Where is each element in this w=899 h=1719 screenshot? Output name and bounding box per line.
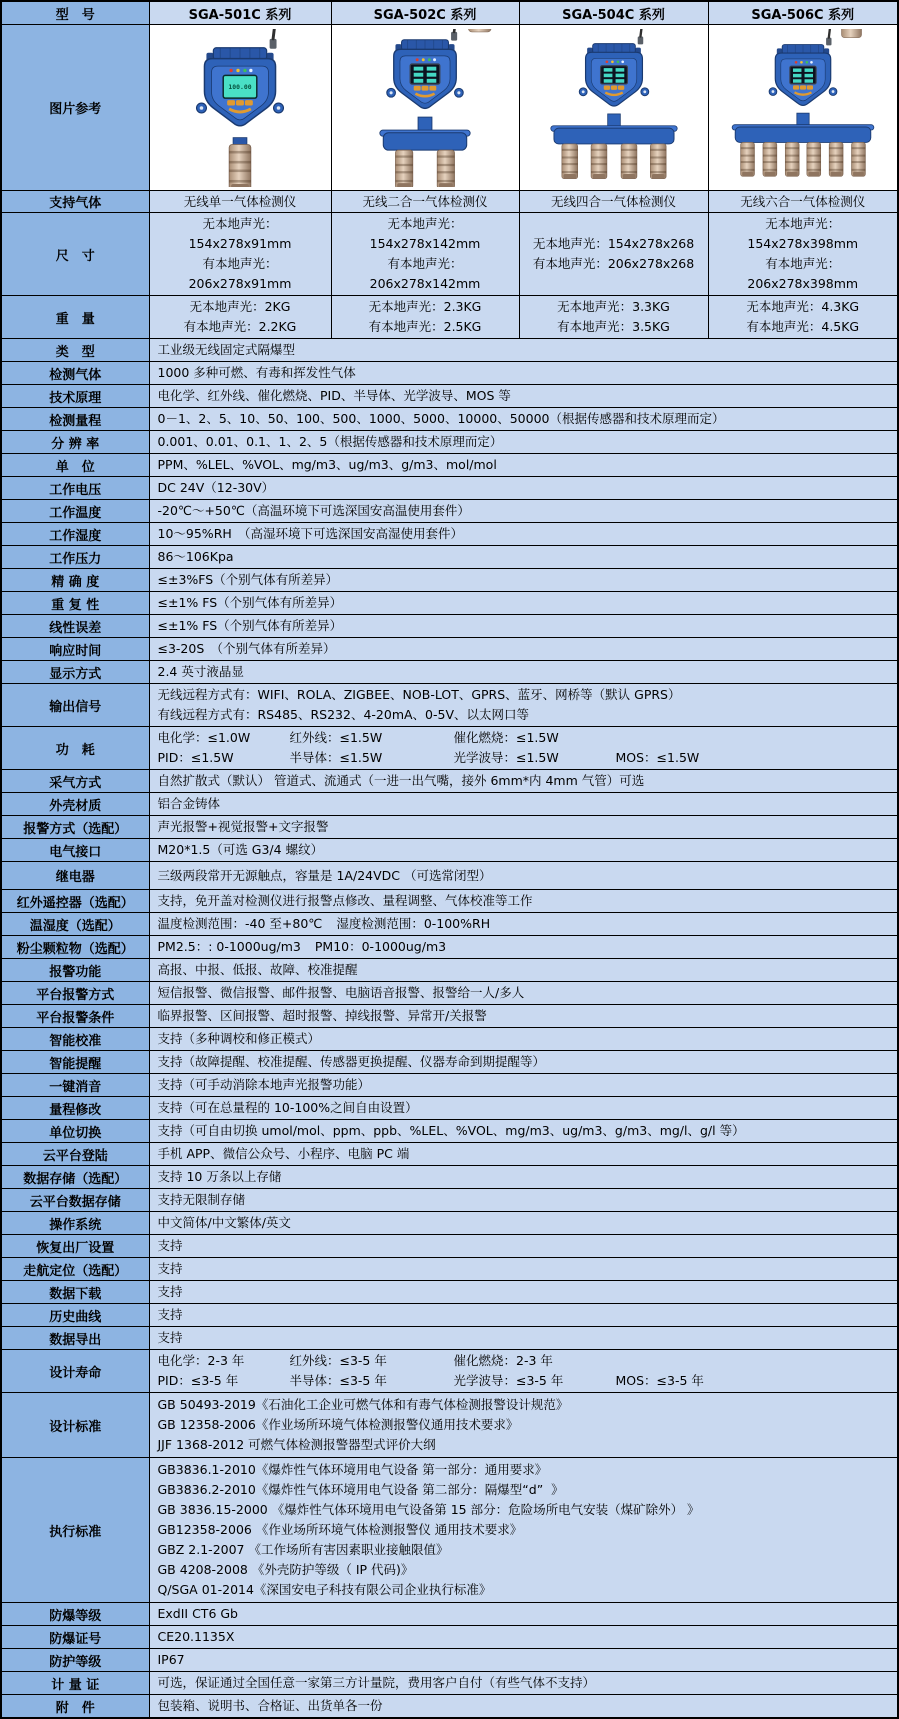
supported-gas-row (1, 191, 898, 213)
spec-row (1, 1393, 898, 1458)
spec-row (1, 431, 898, 454)
spec-value-line: Q/SGA 01-2014《深国安电子科技有限公司企业执行标准》 (157, 1582, 492, 1597)
spec-row-value (149, 362, 898, 385)
spec-row-label: 响应时间 (1, 638, 149, 661)
spec-value-line: ≤3-20S （个别气体有所差异） (157, 641, 336, 656)
spec-row (1, 661, 898, 684)
weight-no-alarm: 无本地声光：4.3KG (746, 299, 860, 314)
spec-row (1, 890, 898, 913)
spec-value-segment: 温度检测范围：-40 至+80℃ (157, 916, 323, 931)
spec-value-line: 支持（可自由切换 umol/mol、ppm、ppb、%LEL、%VOL、mg/m3、ug/m3、g/m3、mg/l、g/l 等） (157, 1123, 745, 1138)
spec-row (1, 959, 898, 982)
spec-row-value (149, 1120, 898, 1143)
spec-row (1, 1672, 898, 1695)
spec-value-line: 支持（可在总量程的 10-100%之间自由设置） (157, 1100, 418, 1115)
spec-value-segment: PID：≤1.5W (157, 750, 234, 765)
spec-row (1, 1649, 898, 1672)
weight-with-alarm: 有本地声光：2.2KG (183, 319, 297, 334)
spec-row-label: 防爆等级 (1, 1603, 149, 1626)
weight-sga-501c (149, 296, 331, 339)
spec-row (1, 408, 898, 431)
product-image-sga-504c (519, 25, 708, 191)
spec-row-value (149, 1626, 898, 1649)
spec-row-label: 一键消音 (1, 1074, 149, 1097)
weight-label: 重 量 (1, 296, 149, 339)
spec-value-segment: 催化燃烧：≤1.5W (453, 730, 559, 745)
spec-value-line: GBZ 2.1-2007 《工作场所有害因素职业接触限值》 (157, 1542, 449, 1557)
spec-row-value (149, 523, 898, 546)
spec-row-label: 设计标准 (1, 1393, 149, 1458)
spec-row (1, 1281, 898, 1304)
spec-value-line: 有线远程方式有：RS485、RS232、4-20mA、0-5V、以太网口等 (157, 707, 530, 722)
spec-row-value (149, 477, 898, 500)
spec-row-value (149, 1304, 898, 1327)
spec-value-line: 0.001、0.01、0.1、1、2、5（根据传感器和技术原理而定） (157, 434, 503, 449)
spec-value-line: GB3836.2-2010《爆炸性气体环境用电气设备 第二部分：隔爆型“d” 》 (157, 1482, 564, 1497)
spec-value-line: JJF 1368-2012 可燃气体检测报警器型式评价大纲 (157, 1437, 436, 1452)
spec-value-line: 支持 10 万条以上存储 (157, 1169, 282, 1184)
spec-row-value (149, 862, 898, 890)
spec-row-value (149, 959, 898, 982)
spec-value-segment: 催化燃烧：2-3 年 (453, 1353, 553, 1368)
size-sga-502c (331, 213, 519, 296)
spec-value-line: 支持 (157, 1238, 183, 1253)
spec-value-line: 支持 (157, 1307, 183, 1322)
spec-row (1, 1458, 898, 1603)
spec-row (1, 1028, 898, 1051)
spec-value-line (158, 1371, 892, 1391)
spec-row-value (149, 1695, 898, 1719)
spec-row-label: 智能提醒 (1, 1051, 149, 1074)
size-no-alarm: 无本地声光：154x278x91mm (188, 216, 292, 251)
spec-row (1, 982, 898, 1005)
spec-row (1, 1189, 898, 1212)
spec-value-segment: MOS：≤1.5W (615, 750, 700, 765)
spec-row-label: 重 复 性 (1, 592, 149, 615)
spec-value-segment: 红外线：≤3-5 年 (289, 1353, 387, 1368)
spec-row (1, 1120, 898, 1143)
spec-value-line: GB 4208-2008 《外壳防护等级（ IP 代码)》 (157, 1562, 414, 1577)
spec-row-label: 检测气体 (1, 362, 149, 385)
image-row-label: 图片参考 (1, 25, 149, 191)
spec-value-segment: 电化学：≤1.0W (157, 730, 251, 745)
spec-row-label: 红外遥控器（选配） (1, 890, 149, 913)
spec-row-value (149, 1458, 898, 1603)
spec-value-line: ExdII CT6 Gb (157, 1606, 238, 1621)
spec-row-label: 输出信号 (1, 684, 149, 727)
supported-gas-sga-504c: 无线四合一气体检测仪 (519, 191, 708, 213)
spec-row (1, 1143, 898, 1166)
spec-row (1, 362, 898, 385)
spec-row-label: 智能校准 (1, 1028, 149, 1051)
spec-row (1, 1327, 898, 1350)
spec-row-label: 数据导出 (1, 1327, 149, 1350)
spec-row (1, 839, 898, 862)
spec-row-label: 功 耗 (1, 727, 149, 770)
spec-value-line: 铝合金铸体 (157, 796, 221, 811)
spec-value-line: IP67 (157, 1652, 185, 1667)
size-sga-504c (519, 213, 708, 296)
spec-row-label: 线性误差 (1, 615, 149, 638)
spec-row-value (149, 1258, 898, 1281)
spec-row-label: 工作温度 (1, 500, 149, 523)
spec-row-value (149, 615, 898, 638)
weight-with-alarm: 有本地声光：4.5KG (746, 319, 860, 334)
spec-row-label: 云平台登陆 (1, 1143, 149, 1166)
spec-row (1, 1350, 898, 1393)
spec-value-line: GB 12358-2006《作业场所环境气体检测报警仪通用技术要求》 (157, 1417, 519, 1432)
spec-row-label: 分 辨 率 (1, 431, 149, 454)
spec-row-value (149, 1143, 898, 1166)
supported-gas-sga-506c: 无线六合一气体检测仪 (708, 191, 898, 213)
spec-value-line: 支持（可手动消除本地声光报警功能） (157, 1077, 371, 1092)
gas-detector-illustration (150, 29, 330, 187)
spec-row (1, 936, 898, 959)
spec-row-label: 粉尘颗粒物（选配） (1, 936, 149, 959)
spec-row (1, 1235, 898, 1258)
spec-row-value (149, 500, 898, 523)
spec-row-label: 附 件 (1, 1695, 149, 1719)
product-image-sga-501c (149, 25, 331, 191)
gas-detector-icon (332, 29, 519, 187)
spec-value-line: 自然扩散式（默认） 管道式、流通式（一进一出气嘴，接外 6mm*内 4mm 气管）可选 (157, 773, 645, 788)
model-header-sga-501c: SGA-501C 系列 (149, 1, 331, 25)
spec-row-value (149, 1212, 898, 1235)
spec-value-line: CE20.1135X (157, 1629, 235, 1644)
spec-value-line: 支持 (157, 1330, 183, 1345)
spec-row (1, 1212, 898, 1235)
spec-value-line: 工业级无线固定式隔爆型 (157, 342, 296, 357)
spec-row (1, 1258, 898, 1281)
spec-row (1, 1005, 898, 1028)
spec-value-line: 可选，保证通过全国任意一家第三方计量院，费用客户自付（有些气体不支持） (157, 1675, 596, 1690)
spec-row-value (149, 1074, 898, 1097)
spec-row (1, 339, 898, 362)
spec-value-line: 支持（多种调校和修正模式） (157, 1031, 321, 1046)
spec-row (1, 1304, 898, 1327)
spec-value-line: 支持，免开盖对检测仪进行报警点修改、量程调整、气体校准等工作 (157, 893, 533, 908)
spec-row (1, 684, 898, 727)
spec-value-line: 电化学、红外线、催化燃烧、PID、半导体、光学波导、MOS 等 (157, 388, 511, 403)
spec-row-value (149, 385, 898, 408)
model-header-sga-502c: SGA-502C 系列 (331, 1, 519, 25)
spec-row-label: 电气接口 (1, 839, 149, 862)
spec-row (1, 1166, 898, 1189)
spec-value-segment: MOS：≤3-5 年 (615, 1373, 704, 1388)
spec-row-value (149, 770, 898, 793)
spec-row (1, 1074, 898, 1097)
supported-gas-label: 支持气体 (1, 191, 149, 213)
spec-value-line: 三级两段常开无源触点，容量是 1A/24VDC （可选常闭型） (157, 867, 492, 883)
model-header-label: 型 号 (1, 1, 149, 25)
spec-row (1, 569, 898, 592)
spec-value-line: 支持 (157, 1261, 183, 1276)
spec-row-value (149, 1028, 898, 1051)
spec-value-line: 临界报警、区间报警、超时报警、掉线报警、异常开/关报警 (157, 1008, 487, 1023)
weight-row (1, 296, 898, 339)
spec-value-line: 0－1、2、5、10、50、100、500、1000、5000、10000、50000（根据传感器和技术原理而定） (157, 411, 725, 426)
spec-row-value (149, 1603, 898, 1626)
spec-value-segment: PID：≤3-5 年 (157, 1373, 239, 1388)
size-with-alarm: 有本地声光：206x278x398mm (747, 256, 859, 291)
spec-row-value (149, 684, 898, 727)
spec-row-value (149, 1005, 898, 1028)
spec-value-line: 手机 APP、微信公众号、小程序、电脑 PC 端 (157, 1146, 410, 1161)
spec-row-label: 工作电压 (1, 477, 149, 500)
spec-row-value (149, 1350, 898, 1393)
spec-row-label: 云平台数据存储 (1, 1189, 149, 1212)
spec-row-label: 平台报警条件 (1, 1005, 149, 1028)
spec-row-label: 检测量程 (1, 408, 149, 431)
spec-value-line: 短信报警、微信报警、邮件报警、电脑语音报警、报警给一人/多人 (157, 985, 525, 1000)
spec-value-line: 无线远程方式有：WIFI、ROLA、ZIGBEE、NOB-LOT、GPRS、蓝牙、网桥等（默认 GPRS） (157, 687, 681, 702)
spec-value-segment: 湿度检测范围：0-100%RH (336, 916, 491, 931)
spec-row-value (149, 913, 898, 936)
spec-row (1, 638, 898, 661)
spec-row-label: 单 位 (1, 454, 149, 477)
spec-value-line: 包装箱、说明书、合格证、出货单各一份 (157, 1698, 383, 1713)
spec-row-label: 工作压力 (1, 546, 149, 569)
spec-row-value (149, 569, 898, 592)
spec-row (1, 770, 898, 793)
spec-row (1, 1603, 898, 1626)
spec-row-label: 执行标准 (1, 1458, 149, 1603)
spec-row-label: 走航定位（选配） (1, 1258, 149, 1281)
spec-value-line: 中文简体/中文繁体/英文 (157, 1215, 291, 1230)
spec-row-label: 采气方式 (1, 770, 149, 793)
weight-no-alarm: 无本地声光：2.3KG (368, 299, 482, 314)
supported-gas-sga-501c: 无线单一气体检测仪 (149, 191, 331, 213)
spec-row-value (149, 638, 898, 661)
spec-row-value (149, 1327, 898, 1350)
spec-row-value (149, 431, 898, 454)
size-with-alarm: 有本地声光：206x278x142mm (369, 256, 481, 291)
spec-row-value (149, 890, 898, 913)
spec-row-label: 平台报警方式 (1, 982, 149, 1005)
spec-row-label: 技术原理 (1, 385, 149, 408)
spec-row-value (149, 793, 898, 816)
size-label: 尺 寸 (1, 213, 149, 296)
spec-rows (1, 339, 898, 1719)
spec-value-line: 10～95%RH （高湿环境下可选深国安高湿使用套件） (157, 526, 464, 541)
size-no-alarm: 无本地声光：154x278x268 (532, 236, 695, 251)
spec-row (1, 727, 898, 770)
spec-row-value (149, 727, 898, 770)
spec-row-value (149, 1649, 898, 1672)
spec-value-segment: 半导体：≤1.5W (289, 750, 383, 765)
spec-row-label: 显示方式 (1, 661, 149, 684)
spec-row-value (149, 1051, 898, 1074)
spec-value-line: 支持 (157, 1284, 183, 1299)
spec-value-line: 高报、中报、低报、故障、校准提醒 (157, 962, 358, 977)
spec-row (1, 592, 898, 615)
gas-detector-icon (150, 29, 331, 187)
gas-detector-illustration (713, 29, 893, 187)
spec-row-value (149, 839, 898, 862)
size-sga-501c (149, 213, 331, 296)
spec-row-label: 量程修改 (1, 1097, 149, 1120)
spec-row-label: 精 确 度 (1, 569, 149, 592)
spec-value-line (158, 728, 892, 748)
spec-row-value (149, 1281, 898, 1304)
spec-row-value (149, 1189, 898, 1212)
spec-value-line: GB 50493-2019《石油化工企业可燃气体和有毒气体检测报警设计规范》 (157, 1397, 569, 1412)
spec-row-label: 报警方式（选配） (1, 816, 149, 839)
spec-value-line (158, 937, 892, 957)
spec-row-label: 设计寿命 (1, 1350, 149, 1393)
spec-value-line: 声光报警+视觉报警+文字报警 (157, 819, 329, 834)
spec-row-label: 外壳材质 (1, 793, 149, 816)
spec-row (1, 913, 898, 936)
spec-row (1, 1051, 898, 1074)
spec-value-line: PPM、%LEL、%VOL、mg/m3、ug/m3、g/m3、mol/mol (157, 457, 497, 472)
product-image-sga-502c (331, 25, 519, 191)
spec-value-segment: 光学波导：≤1.5W (453, 750, 559, 765)
spec-row-value (149, 1672, 898, 1695)
spec-row-label: 恢复出厂设置 (1, 1235, 149, 1258)
model-header-row (1, 1, 898, 25)
spec-value-line (158, 1351, 892, 1371)
spec-row (1, 1626, 898, 1649)
spec-value-segment: PM10：0-1000ug/m3 (314, 939, 447, 954)
spec-row-label: 操作系统 (1, 1212, 149, 1235)
spec-value-line: 1000 多种可燃、有毒和挥发性气体 (157, 365, 356, 380)
spec-row-value (149, 454, 898, 477)
weight-with-alarm: 有本地声光：3.5KG (557, 319, 670, 334)
spec-row (1, 816, 898, 839)
spec-row-value (149, 816, 898, 839)
spec-row-label: 报警功能 (1, 959, 149, 982)
spec-row (1, 862, 898, 890)
spec-row (1, 1097, 898, 1120)
spec-value-segment: PM2.5：: 0-1000ug/m3 (157, 939, 301, 954)
size-with-alarm: 有本地声光：206x278x91mm (188, 256, 292, 291)
spec-value-line (158, 748, 892, 768)
spec-value-segment: 光学波导：≤3-5 年 (453, 1373, 564, 1388)
spec-value-line: M20*1.5（可选 G3/4 螺纹） (157, 842, 324, 857)
size-no-alarm: 无本地声光：154x278x142mm (369, 216, 481, 251)
spec-row-label: 温湿度（选配） (1, 913, 149, 936)
spec-row (1, 615, 898, 638)
spec-value-line: 86～106Kpa (157, 549, 234, 564)
model-header-sga-504c: SGA-504C 系列 (519, 1, 708, 25)
spec-value-line: 支持无限制存储 (157, 1192, 246, 1207)
supported-gas-sga-502c: 无线二合一气体检测仪 (331, 191, 519, 213)
spec-row-value (149, 936, 898, 959)
spec-row-value (149, 1393, 898, 1458)
spec-row-label: 数据存储（选配） (1, 1166, 149, 1189)
size-no-alarm: 无本地声光：154x278x398mm (747, 216, 859, 251)
spec-row-value (149, 661, 898, 684)
spec-row-value (149, 592, 898, 615)
spec-value-line: 2.4 英寸液晶显 (157, 664, 244, 679)
spec-row-label: 单位切换 (1, 1120, 149, 1143)
image-row (1, 25, 898, 191)
spec-row-value (149, 982, 898, 1005)
spec-row-value (149, 1235, 898, 1258)
spec-value-line: ≤±3%FS（个别气体有所差异） (157, 572, 339, 587)
spec-row-value (149, 546, 898, 569)
spec-row-label: 工作湿度 (1, 523, 149, 546)
weight-with-alarm: 有本地声光：2.5KG (368, 319, 482, 334)
product-image-sga-506c (708, 25, 898, 191)
spec-value-line: 支持（故障提醒、校准提醒、传感器更换提醒、仪器寿命到期提醒等） (157, 1054, 546, 1069)
weight-sga-506c (708, 296, 898, 339)
spec-value-line: ≤±1% FS（个别气体有所差异） (157, 595, 343, 610)
gas-detector-icon (709, 29, 898, 187)
size-with-alarm: 有本地声光：206x278x268 (532, 256, 695, 271)
spec-value-line: GB3836.1-2010《爆炸性气体环境用电气设备 第一部分：通用要求》 (157, 1462, 548, 1477)
size-row (1, 213, 898, 296)
spec-row-label: 历史曲线 (1, 1304, 149, 1327)
spec-row (1, 500, 898, 523)
spec-row (1, 1695, 898, 1719)
weight-no-alarm: 无本地声光：2KG (189, 299, 291, 314)
svg-text:100.00: 100.00 (228, 82, 252, 91)
spec-row-label: 继电器 (1, 862, 149, 890)
gas-detector-icon (520, 29, 708, 187)
spec-value-line: ≤±1% FS（个别气体有所差异） (157, 618, 343, 633)
spec-value-line: DC 24V（12-30V） (157, 480, 275, 495)
spec-value-line: -20℃～+50℃（高温环境下可选深国安高温使用套件） (157, 503, 470, 518)
spec-value-segment: 电化学：2-3 年 (157, 1353, 245, 1368)
spec-value-line: GB 3836.15-2000 《爆炸性气体环境用电气设备第 15 部分：危险场所电气安装（煤矿除外） 》 (157, 1502, 700, 1517)
spec-row-value (149, 1166, 898, 1189)
spec-row-value (149, 1097, 898, 1120)
spec-row-label: 类 型 (1, 339, 149, 362)
spec-row (1, 546, 898, 569)
spec-row (1, 523, 898, 546)
spec-row-value (149, 339, 898, 362)
spec-row (1, 477, 898, 500)
spec-row-label: 防护等级 (1, 1649, 149, 1672)
size-sga-506c (708, 213, 898, 296)
spec-row (1, 385, 898, 408)
gas-detector-illustration (524, 29, 704, 187)
model-header-sga-506c: SGA-506C 系列 (708, 1, 898, 25)
spec-row-label: 防爆证号 (1, 1626, 149, 1649)
spec-value-line (158, 914, 892, 934)
spec-row-label: 数据下载 (1, 1281, 149, 1304)
spec-value-segment: 红外线：≤1.5W (289, 730, 383, 745)
spec-row-label: 计 量 证 (1, 1672, 149, 1695)
weight-sga-504c (519, 296, 708, 339)
spec-value-line: GB12358-2006 《作业场所环境气体检测报警仪 通用技术要求》 (157, 1522, 523, 1537)
weight-sga-502c (331, 296, 519, 339)
spec-row (1, 793, 898, 816)
weight-no-alarm: 无本地声光：3.3KG (557, 299, 670, 314)
spec-row-value (149, 408, 898, 431)
gas-detector-illustration (335, 29, 515, 187)
spec-value-segment: 半导体：≤3-5 年 (289, 1373, 387, 1388)
spec-row (1, 454, 898, 477)
